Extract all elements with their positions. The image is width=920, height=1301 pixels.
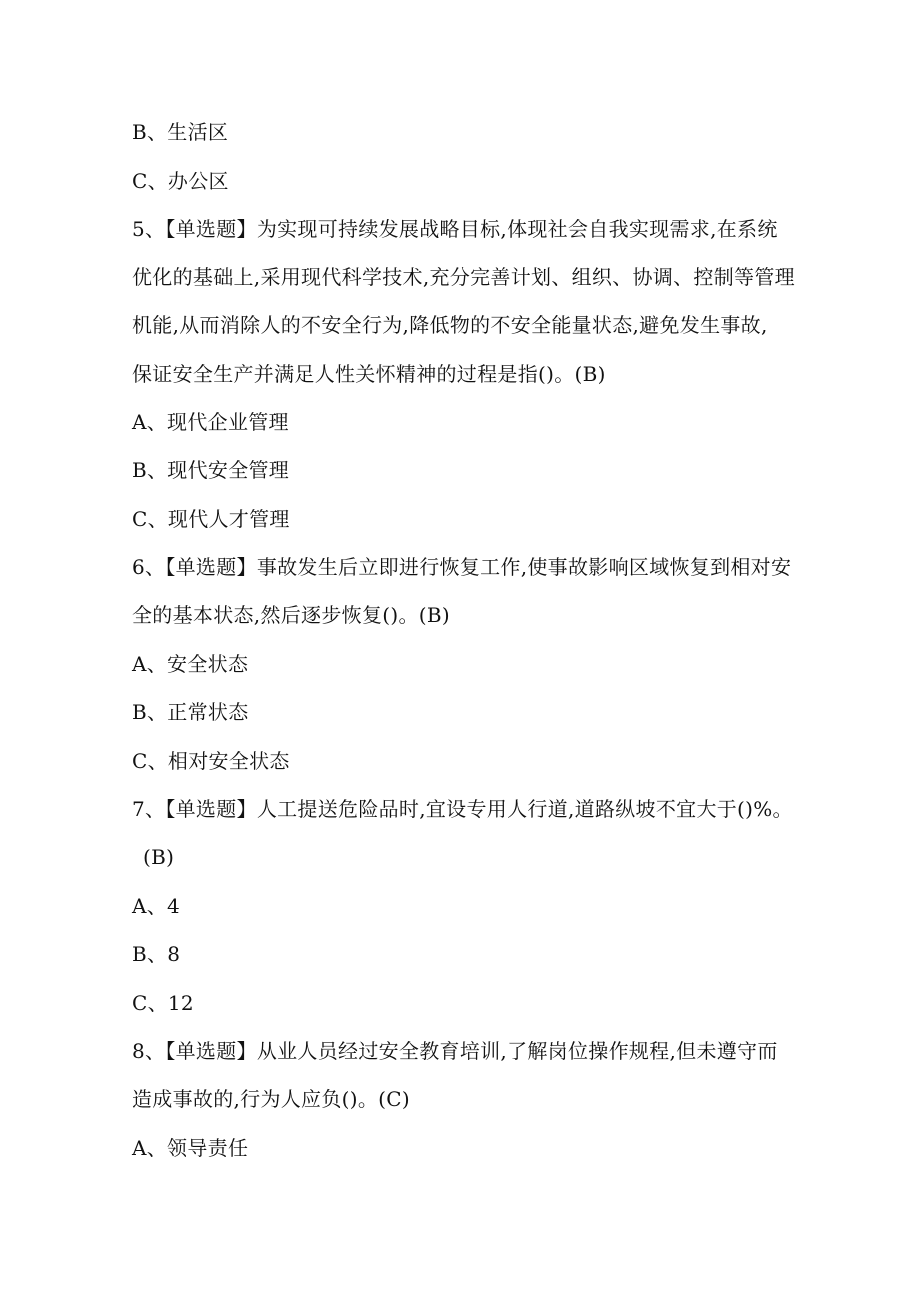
question-6-line-2: 全的基本状态,然后逐步恢复()。(B)	[132, 603, 450, 627]
option-a-q8: A、领导责任	[132, 1136, 249, 1160]
option-c-q7: C、12	[132, 991, 194, 1015]
question-6-line-1: 6、【单选题】事故发生后立即进行恢复工作,使事故影响区域恢复到相对安	[132, 555, 792, 579]
option-c-q6: C、相对安全状态	[132, 749, 290, 773]
option-b-q7: B、8	[132, 942, 181, 966]
option-c-q4: C、办公区	[132, 169, 229, 193]
question-5-line-3: 机能,从而消除人的不安全行为,降低物的不安全能量状态,避免发生事故,	[132, 313, 768, 337]
option-b-q6: B、正常状态	[132, 700, 249, 724]
question-5-line-1: 5、【单选题】为实现可持续发展战略目标,体现社会自我实现需求,在系统	[132, 217, 778, 241]
question-8-line-2: 造成事故的,行为人应负()。(C)	[132, 1087, 410, 1111]
option-a-q7: A、4	[132, 894, 181, 918]
question-7-answer: (B)	[143, 845, 175, 869]
option-b-q5: B、现代安全管理	[132, 458, 290, 482]
option-a-q6: A、安全状态	[132, 652, 249, 676]
option-b-q4: B、生活区	[132, 120, 229, 144]
question-7-line-1: 7、【单选题】人工提送危险品时,宜设专用人行道,道路纵坡不宜大于()%。	[132, 797, 793, 821]
question-5-line-4: 保证安全生产并满足人性关怀精神的过程是指()。(B)	[132, 362, 606, 386]
option-c-q5: C、现代人才管理	[132, 507, 290, 531]
option-a-q5: A、现代企业管理	[132, 410, 289, 434]
question-5-line-2: 优化的基础上,采用现代科学技术,充分完善计划、组织、协调、控制等管理	[132, 265, 795, 289]
question-8-line-1: 8、【单选题】从业人员经过安全教育培训,了解岗位操作规程,但未遵守而	[132, 1039, 778, 1063]
